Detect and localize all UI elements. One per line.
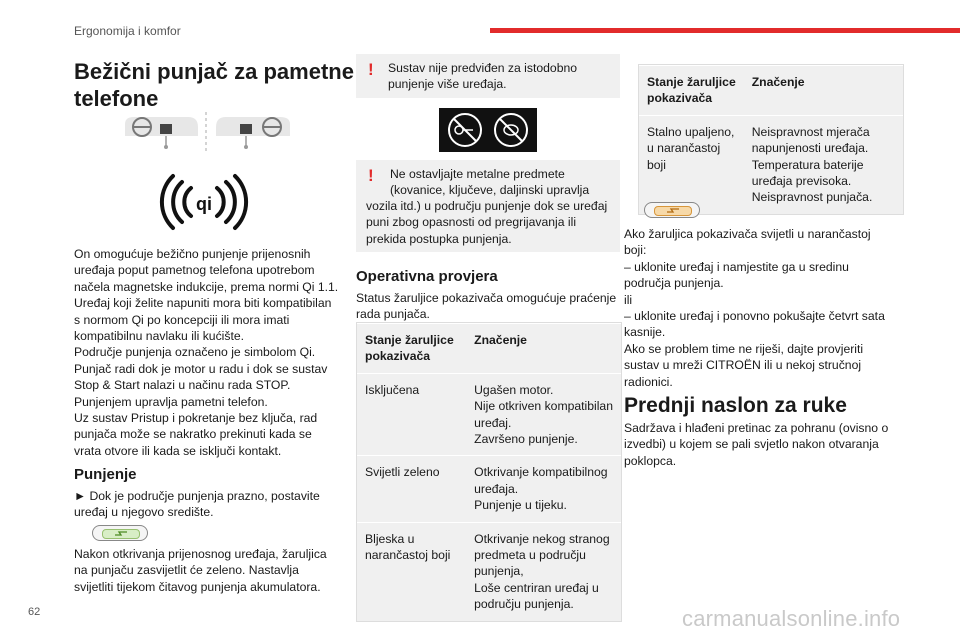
warning-box-metal-objects: [356, 160, 620, 252]
text-line: Punjenjem upravlja pametni telefon.: [74, 394, 268, 409]
cell-line: Značenje: [751, 75, 805, 89]
text-line: Sadržava i hlađeni pretinac za pohranu (ovisno o: [624, 421, 889, 435]
table-header-cell: [466, 324, 621, 374]
table-header-row: [357, 324, 621, 374]
cell-line: punjenja,: [474, 564, 524, 579]
cell-line: Završeno punjenje.: [474, 432, 578, 447]
text-line: sustav u mreži CITROËN ili u nekoj stručnoj: [624, 358, 862, 373]
cell-line: predmeta u području: [474, 548, 586, 563]
punjenje-step: [74, 488, 354, 521]
table-cell: [744, 115, 903, 214]
charger-led-green-icon: [92, 525, 148, 541]
table-header-cell: [357, 324, 466, 374]
text-line: načela magnetske indukcije, prema normi Qi 1.1.: [74, 279, 339, 294]
text-line: vozila itd.) u području punjenje dok se uređaj: [366, 199, 608, 213]
cell-line: uređaja.: [474, 481, 519, 496]
status-table-1: [356, 322, 622, 622]
text-line: puni zbog opasnosti od pregrijavanja ili: [366, 215, 577, 230]
cell-line: Ugašen motor.: [474, 382, 554, 397]
text-line: Područje punjenja označeno je simbolom Qi.: [74, 345, 316, 360]
text-line: Stop & Start nalazi u načinu rada STOP.: [74, 378, 291, 393]
table-header-cell: [744, 66, 903, 116]
cell-line: Isključena: [365, 382, 420, 397]
cell-line: Značenje: [474, 333, 527, 347]
warning-mark-icon: !: [368, 60, 374, 79]
table-cell: [357, 456, 466, 522]
qi-wireless-symbol-icon: [158, 173, 250, 231]
text-line: Status žaruljice pokazivača omogućuje praćenje: [356, 291, 617, 305]
text-line: uređaj u njegovo središte.: [74, 505, 214, 520]
steering-wheel-position-icons: [120, 110, 295, 156]
cell-line: Neispravnost mjerača: [751, 124, 870, 139]
title-line: telefone: [74, 86, 159, 111]
page-title: [74, 58, 354, 112]
table-cell: [466, 373, 621, 456]
text-line: prekida postupka punjenja.: [366, 231, 512, 246]
cell-line: pokazivača: [647, 91, 713, 106]
status-table-2: [638, 64, 904, 215]
no-metal-objects-icon: [439, 108, 537, 152]
text-line: kasnije.: [624, 325, 666, 340]
operativna-provjera-heading: Operativna provjera: [356, 268, 498, 285]
text-line: Punjač radi dok je motor u radu i dok se sustav: [74, 361, 328, 376]
charger-led-orange-icon: [644, 202, 700, 218]
text-line: boji:: [624, 243, 647, 258]
watermark: carmanualsonline.info: [682, 606, 901, 631]
table-cell: [639, 115, 744, 214]
text-line: područja punjenja.: [624, 276, 724, 291]
text-line: punjenje više uređaja.: [388, 77, 507, 92]
title-line: Bežični punjač za pametne: [74, 59, 354, 84]
table-row: [357, 373, 621, 456]
text-line: Uređaj koji želite napuniti mora biti kompatibilan: [74, 296, 332, 311]
cell-line: Stanje žaruljice: [365, 333, 454, 347]
text-line: – uklonite uređaj i ponovno pokušajte četvrt sata: [624, 309, 885, 324]
warning-box-multiple-devices: [356, 54, 620, 98]
cell-line: Svijetli zeleno: [365, 465, 440, 480]
text-line: radionici.: [624, 374, 673, 389]
cell-line: Temperatura baterije: [751, 157, 864, 172]
table-cell: [357, 373, 466, 456]
cell-line: Otkrivanje nekog stranog: [474, 531, 610, 546]
text-line: Ne ostavljajte metalne predmete: [390, 167, 565, 181]
text-line: poklopca.: [624, 453, 677, 468]
text-line: Sustav nije predviđen za istodobno: [388, 61, 578, 75]
cell-line: Otkrivanje kompatibilnog: [474, 465, 608, 480]
armrest-heading: Prednji naslon za ruke: [624, 394, 847, 417]
table-cell: [357, 522, 466, 621]
page-number: 62: [28, 606, 41, 618]
cell-line: napunjenosti uređaja.: [751, 141, 869, 156]
text-line: svijetliti tijekom čitavog punjenja akumulatora.: [74, 579, 321, 594]
cell-line: Punjenje u tijeku.: [474, 498, 567, 513]
section-label: Ergonomija i komfor: [74, 24, 181, 38]
text-line: Ako žaruljica pokazivača svijetli u narančastoj: [624, 227, 871, 241]
text-line: kompatibilnu navlaku ili kućište.: [74, 329, 245, 344]
table-row: [639, 115, 903, 214]
table-header-cell: [639, 66, 744, 116]
header-accent-bar: [490, 28, 960, 33]
cell-line: boji: [647, 157, 666, 172]
text-line: Nakon otkrivanja prijenosnog uređaja, žaruljica: [74, 547, 327, 561]
cell-line: Neispravnost punjača.: [751, 190, 873, 205]
text-line: uređaja poput pametnog telefona upotrebom: [74, 263, 315, 278]
text-line: s normom Qi po koncepciji ili mora imati: [74, 312, 290, 327]
table-row: [357, 522, 621, 621]
text-line: na punjaču zasvijetlit će zeleno. Nastavlja: [74, 563, 299, 578]
cell-line: Stalno upaljeno,: [647, 124, 735, 139]
text-line: punjača može se nakratko prekinuti kada se: [74, 427, 312, 442]
punjenje-after-paragraph: [74, 546, 354, 595]
intro-paragraph: [74, 246, 354, 459]
cell-line: uređaja previsoka.: [751, 174, 852, 189]
cell-line: u narančastoj: [647, 141, 721, 156]
text-line: Uz sustav Pristup i pokretanje bez ključa, rad: [74, 411, 318, 426]
text-line: ► Dok je područje punjenja prazno, postavite: [74, 489, 320, 503]
text-line: On omogućuje bežično punjenje prijenosnih: [74, 247, 311, 261]
text-line: – uklonite uređaj i namjestite ga u sredinu: [624, 259, 849, 274]
text-line: Ako se problem time ne riješi, dajte provjeriti: [624, 341, 864, 356]
svg-text:qi: qi: [196, 194, 212, 214]
table-cell: [466, 522, 621, 621]
text-line: vrata otvore ili kada se isključi kontakt.: [74, 443, 282, 458]
punjenje-heading: Punjenje: [74, 466, 137, 483]
cell-line: narančastoj boji: [365, 548, 451, 563]
text-line: (kovanice, ključeve, daljinski upravlja: [390, 183, 590, 198]
cell-line: Nije otkriven kompatibilan: [474, 399, 613, 414]
table-header-row: [639, 66, 903, 116]
orange-led-paragraph: [624, 226, 914, 390]
cell-line: uređaj.: [474, 415, 512, 430]
armrest-paragraph: [624, 420, 914, 469]
table-cell: [466, 456, 621, 522]
cell-line: Loše centriran uređaj u: [474, 580, 599, 595]
text-line: ili: [624, 292, 633, 307]
cell-line: Stanje žaruljice: [647, 75, 736, 89]
text-line: izvedbi) u kojem se pali svjetlo nakon otvaranja: [624, 437, 879, 452]
warning-mark-icon: !: [368, 166, 374, 185]
text-line: rada punjača.: [356, 307, 430, 322]
cell-line: Bljeska u: [365, 531, 415, 546]
ops-paragraph: [356, 290, 626, 323]
cell-line: području punjenja.: [474, 597, 574, 612]
table-row: [357, 456, 621, 522]
cell-line: pokazivača: [365, 349, 431, 364]
